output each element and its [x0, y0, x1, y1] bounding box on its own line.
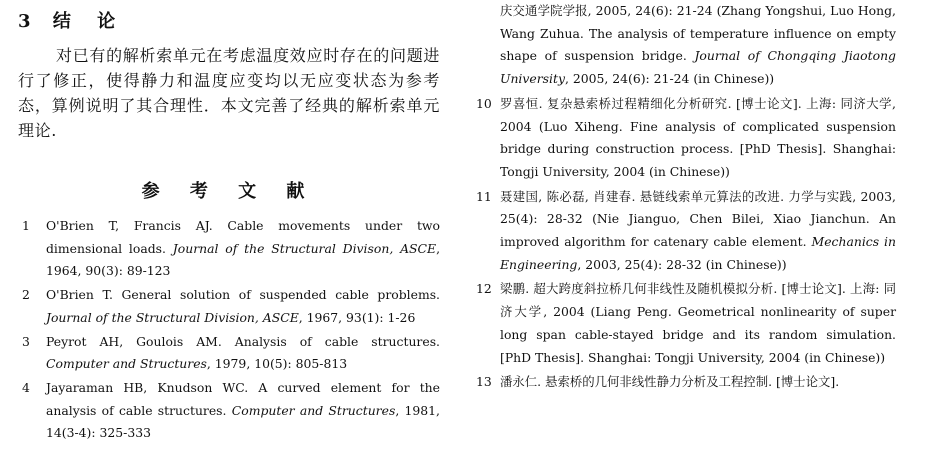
reference-journal: Journal of the Structural Divison, ASCE — [172, 240, 437, 256]
reference-journal: Mechanics in Engineering — [500, 234, 896, 272]
reference-item — [476, 186, 896, 277]
reference-text: Jayaraman HB, Knudson WC. A curved element for the analysis of cable structures. — [46, 379, 440, 418]
reference-number: 11 — [476, 188, 492, 204]
section-title: 结 论 — [52, 11, 126, 32]
reference-details: , 1967, 93(1): 1-26 — [298, 309, 416, 325]
right-column — [476, 0, 896, 394]
reference-journal: Journal of the Structural Division, ASCE — [46, 309, 299, 325]
reference-list-left — [18, 215, 440, 445]
reference-item-continued — [476, 0, 896, 91]
reference-text: O'Brien T. General solution of suspended cable problems. — [46, 287, 440, 303]
reference-details: , 2003, 25(4): 28-32 (in Chinese)) — [577, 256, 787, 272]
reference-text: 罗喜恒. 复杂悬索桥过程精细化分析研究. [博士论文]. 上海: 同济大学, 2004 (Luo Xiheng. Fine analysis of complicated suspension bridge during construction process. [PhD Thesis]. Shanghai: Tongji University, 2004 (in Chinese)) — [500, 95, 896, 179]
reference-journal: Journal of Chongqing Jiaotong University — [500, 48, 896, 87]
reference-number: 12 — [476, 281, 492, 297]
reference-item — [18, 377, 440, 445]
reference-text: Peyrot AH, Goulois AM. Analysis of cable structures. — [46, 333, 440, 349]
reference-details: , 2005, 24(6): 21-24 (in Chinese)) — [564, 71, 775, 87]
references-heading: 参 考 文 献 — [141, 181, 317, 202]
reference-item — [18, 284, 440, 329]
reference-item — [476, 278, 896, 369]
reference-details: , 1981, 14(3-4): 325-333 — [46, 402, 440, 441]
reference-text: 梁鹏. 超大跨度斜拉桥几何非线性及随机模拟分析. [博士论文]. 上海: 同济大学, 2004 (Liang Peng. Geometrical nonlinearity of super long span cable-stayed bridge and its random simulation. [PhD Thesis]. Shanghai: Tongji University, 2004 (in Chinese)) — [500, 281, 896, 365]
reference-details: , 1979, 10(5): 805-813 — [206, 356, 348, 372]
reference-number: 2 — [22, 287, 30, 303]
reference-number: 10 — [476, 95, 492, 111]
reference-number: 4 — [22, 379, 30, 395]
conclusion-paragraph: 对已有的解析索单元在考虑温度效应时存在的问题进行了修正，使得静力和温度应变均以无应变状态为参考态，算例说明了其合理性．本文完善了经典的解析索单元理论. — [18, 46, 440, 140]
reference-text: 聂建国, 陈必磊, 肖建春. 悬链线索单元算法的改进. 力学与实践, 2003, 25(4): 28-32 (Nie Jianguo, Chen Bilei, Xiao Jianchun. An improved algorithm for catenary cable element. — [500, 188, 896, 250]
reference-number: 13 — [476, 374, 492, 390]
reference-text: O'Brien T, Francis AJ. Cable movements under two dimensional loads. — [46, 218, 440, 256]
section-heading — [18, 7, 440, 33]
reference-number: 3 — [22, 333, 30, 349]
reference-text: 庆交通学院学报, 2005, 24(6): 21-24 (Zhang Yongshui, Luo Hong, Wang Zuhua. The analysis of temperature influence on empty shape of suspension bridge. — [500, 3, 896, 64]
reference-item — [18, 215, 440, 283]
reference-number: 1 — [22, 218, 30, 233]
reference-text: 潘永仁. 悬索桥的几何非线性静力分析及工程控制. [博士论文]. — [500, 374, 840, 390]
left-column — [18, 0, 440, 445]
section-number: 3 — [18, 11, 33, 32]
reference-item — [476, 93, 896, 184]
reference-details: , 1964, 90(3): 89-123 — [46, 240, 441, 279]
reference-journal: Computer and Structures — [46, 356, 207, 372]
reference-list-right — [476, 0, 896, 394]
reference-item — [18, 331, 440, 376]
reference-item — [476, 371, 896, 394]
reference-journal: Computer and Structures — [231, 402, 396, 418]
